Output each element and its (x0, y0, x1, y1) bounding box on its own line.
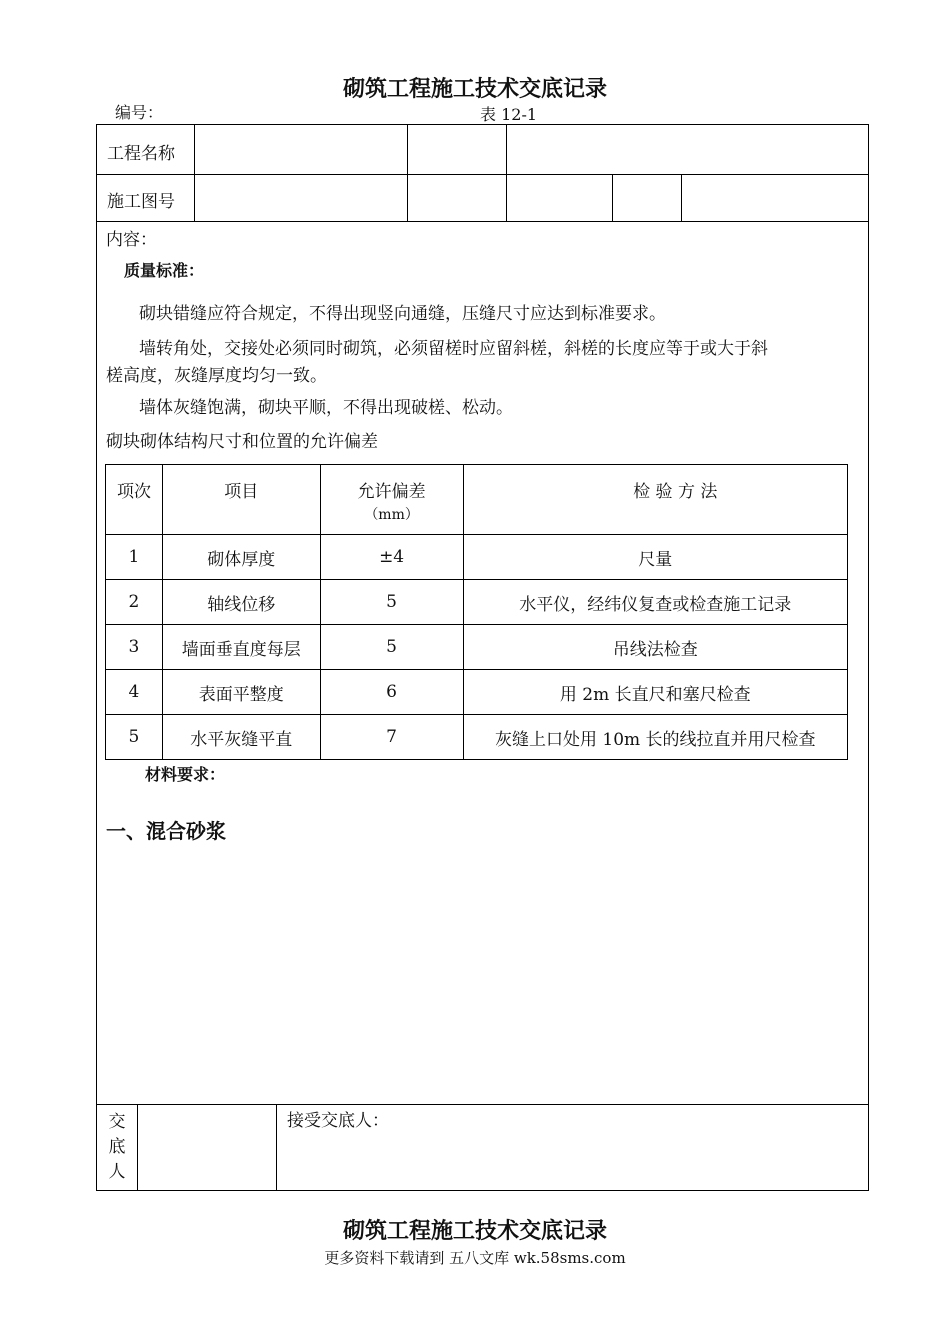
project-name-label: 工程名称 (107, 144, 175, 164)
header-item: 项目 (162, 465, 320, 535)
table-number: 表 12-1 (480, 105, 538, 124)
header-index: 项次 (106, 465, 163, 535)
row-tolerance: 6 (320, 670, 463, 715)
table-row (106, 670, 848, 715)
quality-heading: 质量标准： (124, 261, 205, 280)
table-row (106, 580, 848, 625)
table-row (106, 535, 848, 580)
row-index: 3 (106, 625, 163, 670)
paragraph-1: 砌块错缝应符合规定，不得出现竖向通缝，压缝尺寸应达到标准要求。 (139, 304, 666, 324)
drawing-number-label: 施工图号 (107, 192, 175, 212)
material-heading: 材料要求： (145, 765, 226, 784)
giver-char-3: 人 (108, 1162, 126, 1182)
row-index: 2 (106, 580, 163, 625)
header-tolerance-label: 允许偏差 (357, 482, 426, 502)
row-item: 表面平整度 (162, 670, 320, 715)
row-index: 5 (106, 715, 163, 760)
deviation-table (105, 464, 848, 760)
table-header-row (106, 465, 848, 535)
header-tolerance (320, 465, 463, 535)
row-index: 1 (106, 535, 163, 580)
table-row (106, 715, 848, 760)
row-item: 砌体厚度 (162, 535, 320, 580)
paragraph-2-cont: 槎高度，灰缝厚度均匀一致。 (106, 366, 327, 386)
section-heading: 一、混合砂浆 (106, 819, 226, 843)
giver-char-1: 交 (108, 1112, 126, 1132)
row-index: 4 (106, 670, 163, 715)
row-tolerance: ±4 (320, 535, 463, 580)
deviation-title: 砌块砌体结构尺寸和位置的允许偏差 (106, 432, 378, 452)
content-label: 内容： (106, 230, 157, 250)
paragraph-3: 墙体灰缝饱满，砌块平顺，不得出现破槎、松动。 (139, 398, 513, 418)
table-row (106, 625, 848, 670)
row-method: 吊线法检查 (463, 625, 847, 670)
giver-char-2: 底 (108, 1137, 126, 1157)
header-method: 检 验 方 法 (463, 465, 847, 535)
footer-title: 砌筑工程施工技术交底记录 (342, 1219, 607, 1244)
row-tolerance: 7 (320, 715, 463, 760)
number-label: 编号： (115, 103, 164, 122)
row-method: 灰缝上口处用 10m 长的线拉直并用尺检查 (463, 715, 847, 760)
row-tolerance: 5 (320, 580, 463, 625)
row-method: 水平仪，经纬仪复查或检查施工记录 (463, 580, 847, 625)
row-item: 水平灰缝平直 (162, 715, 320, 760)
row-item: 轴线位移 (162, 580, 320, 625)
footer-note: 更多资料下载请到 五八文库 wk.58sms.com (324, 1249, 626, 1267)
row-tolerance: 5 (320, 625, 463, 670)
paragraph-2: 墙转角处，交接处必须同时砌筑，必须留槎时应留斜槎，斜槎的长度应等于或大于斜 (139, 339, 768, 359)
page-title: 砌筑工程施工技术交底记录 (342, 77, 607, 102)
receiver-label: 接受交底人： (287, 1111, 389, 1131)
row-method: 尺量 (463, 535, 847, 580)
row-method: 用 2m 长直尺和塞尺检查 (463, 670, 847, 715)
header-tolerance-unit: （mm） (364, 507, 419, 523)
row-item: 墙面垂直度每层 (162, 625, 320, 670)
